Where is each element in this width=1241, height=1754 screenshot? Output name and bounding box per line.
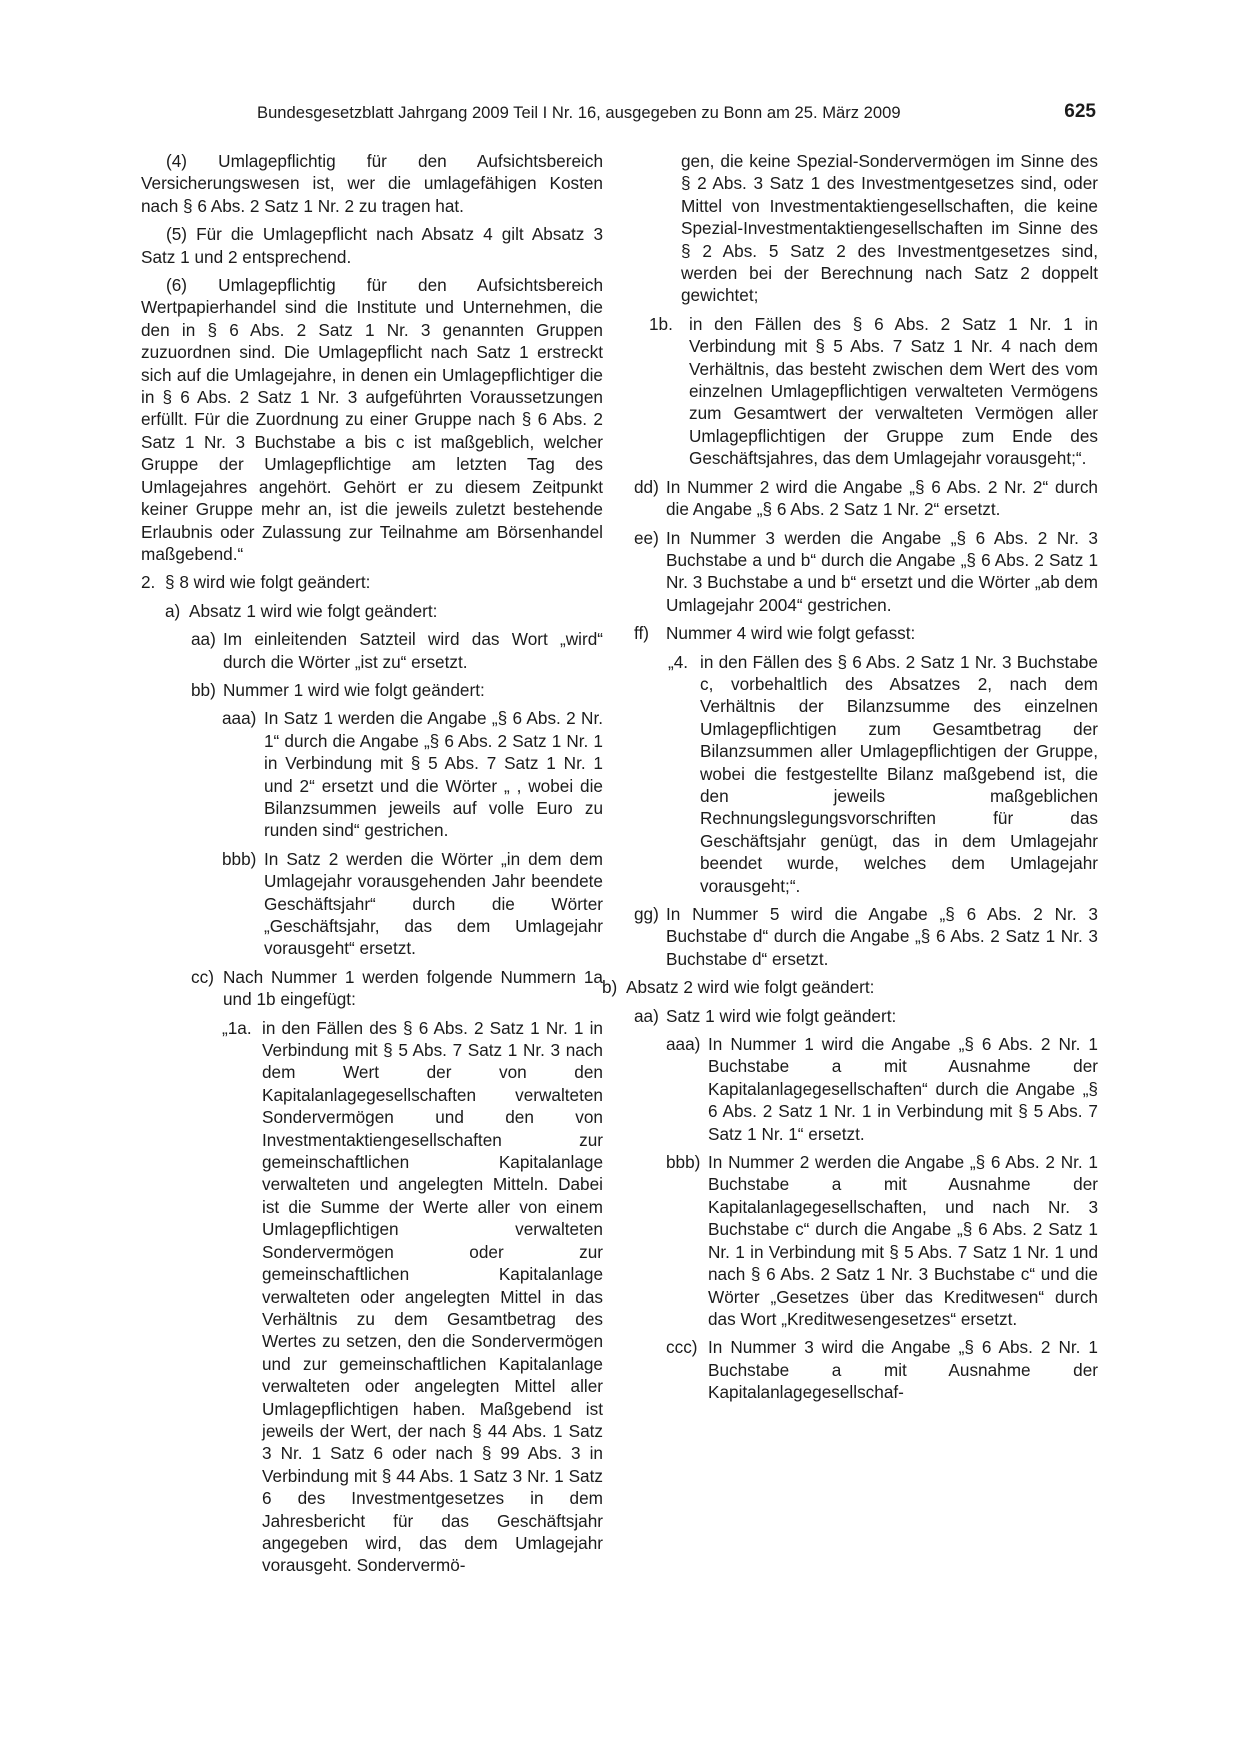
list-text: In Nummer 3 werden die Angabe „§ 6 Abs. 2 Nr. 3 Buchstabe a und b“ durch die Angabe „§ 6 Abs. 2 Satz 1 Nr. 3 Buchstabe a und b“ ersetzt und die Wörter „ab dem Umlagejahr 2004“ gestrichen. xyxy=(666,527,1098,615)
list-label: a) xyxy=(165,600,181,621)
list-text: in den Fällen des § 6 Abs. 2 Satz 1 Nr. 1 in Verbindung mit § 5 Abs. 7 Satz 1 Nr. 3 nach dem Wert der von den Kapitalanlagegesellschaften verwalteten Sondervermögen und den von Investmentaktiengesellschaften zur gemeinschaftlichen Kapitalanlage verwalteten und angelegten Mitteln. Dabei ist die Summe der Werte aller von einem Umlagepflichtigen verwalteten Sondervermögen oder zur gemeinschaftlichen Kapitalanlage verwalteten oder angelegten Mittel in das Verhältnis zu dem Gesamtbetrag des Wertes zu setzen, den die Sondervermögen und zur gemeinschaftlichen Kapitalanlage verwalteten oder angelegten Mittel aller Umlagepflichtigen haben. Maßgebend ist jeweils der Wert, der nach § 44 Abs. 1 Satz 3 Nr. 1 Satz 6 oder nach § 99 Abs. 3 in Verbindung mit § 44 Abs. 1 Satz 3 Nr. 1 Satz 6 des Investmentgesetzes in dem Jahresbericht für das Geschäftsjahr angegeben wird, das dem Umlagejahr vorausgeht. Sondervermö- xyxy=(262,1017,603,1576)
list-item-dd xyxy=(634,476,1098,521)
list-label: aaa) xyxy=(666,1034,701,1055)
list-text: In Nummer 2 wird die Angabe „§ 6 Abs. 2 Nr. 2“ durch die Angabe „§ 6 Abs. 2 Satz 1 Nr. 2“ ersetzt. xyxy=(666,476,1098,520)
right-column xyxy=(602,150,1098,1410)
list-text: In Nummer 2 werden die Angabe „§ 6 Abs. 2 Nr. 1 Buchstabe a mit Ausnahme der Kapitalanlagegesellschaften, und nach Nr. 3 Buchstabe c“ durch die Angabe „§ 6 Abs. 2 Satz 1 Nr. 1 in Verbindung mit § 5 Abs. 7 Satz 1 Nr. 1 und nach § 6 Abs. 2 Satz 1 Nr. 3 Buchstabe c“ und die Wörter „Gesetzes über das Kreditwesen“ durch das Wort „Kreditwesengesetzes“ ersetzt. xyxy=(708,1152,1098,1329)
list-item-ccc-right xyxy=(666,1336,1098,1403)
list-text: in den Fällen des § 6 Abs. 2 Satz 1 Nr. 1 in Verbindung mit § 5 Abs. 7 Satz 1 Nr. 4 nach dem Verhältnis, das besteht zwischen dem Wert des vom einzelnen Umlagepflichtigen verwalteten Vermögens zum Gesamtwert der verwalteten Vermögen aller Umlagepflichtigen der Gruppe zum Ende des Geschäftsjahres, das dem Umlagejahr vorausgeht;“. xyxy=(689,313,1098,469)
list-item-aa xyxy=(191,628,603,673)
paragraph-5: (5) Für die Umlagepflicht nach Absatz 4 gilt Absatz 3 Satz 1 und 2 entsprechend. xyxy=(141,224,603,267)
list-label: gg) xyxy=(634,904,659,924)
left-column xyxy=(141,150,603,1583)
list-text: Nach Nummer 1 werden folgende Nummern 1a und 1b eingefügt: xyxy=(223,966,603,1010)
list-item-b xyxy=(602,976,1098,998)
list-item-ee xyxy=(634,527,1098,617)
list-item-4 xyxy=(668,651,1098,897)
list-item-bb xyxy=(191,679,603,701)
list-text: Im einleitenden Satzteil wird das Wort „wird“ durch die Wörter „ist zu“ ersetzt. xyxy=(223,629,603,672)
list-item-bbb-right xyxy=(666,1151,1098,1330)
list-label: aa) xyxy=(634,1005,659,1026)
list-label: 1b. xyxy=(649,313,673,334)
gazette-title: Bundesgesetzblatt Jahrgang 2009 Teil I Nr. 16, ausgegeben zu Bonn am 25. März 2009 xyxy=(257,103,901,122)
list-label: bbb) xyxy=(666,1152,701,1173)
list-text: In Nummer 3 wird die Angabe „§ 6 Abs. 2 Nr. 1 Buchstabe a mit Ausnahme der Kapitalanlagegesellschaf- xyxy=(708,1337,1098,1403)
list-label: „4. xyxy=(668,651,689,672)
list-label: b) xyxy=(602,977,618,998)
list-item-1b xyxy=(649,313,1098,470)
paragraph-4: (4) Umlagepflichtig für den Aufsichtsbereich Versicherungswesen ist, wer die umlagefähigen Kosten nach § 6 Abs. 2 Satz 1 Nr. 2 zu tragen hat. xyxy=(141,151,603,216)
list-label: bb) xyxy=(191,679,216,700)
list-label: „1a. xyxy=(222,1017,252,1038)
list-label: dd) xyxy=(634,476,659,497)
list-item-cc xyxy=(191,966,603,1011)
list-label: bbb) xyxy=(222,848,257,869)
list-text: Nummer 4 wird wie folgt gefasst: xyxy=(666,623,916,644)
list-text: Absatz 2 wird wie folgt geändert: xyxy=(626,977,875,998)
list-label: aaa) xyxy=(222,708,257,729)
list-item-aaa xyxy=(222,707,603,841)
list-item-aa-right xyxy=(634,1005,1098,1027)
list-item-1a xyxy=(222,1017,603,1577)
list-label: cc) xyxy=(191,966,214,987)
list-item-aaa-right xyxy=(666,1033,1098,1145)
list-text: Nummer 1 wird wie folgt geändert: xyxy=(223,679,485,700)
list-label: 2. xyxy=(141,572,156,593)
list-label: ee) xyxy=(634,527,659,548)
list-text: Satz 1 wird wie folgt geändert: xyxy=(666,1005,897,1026)
list-text: in den Fällen des § 6 Abs. 2 Satz 1 Nr. 3 Buchstabe c, vorbehaltlich des Absatzes 2, nach dem Verhältnis der Bilanzsumme des einzelnen Umlagepflichtigen zum Gesamtbetrag der Bilanzsummen aller Umlagepflichtigen der Gruppe, wobei die festgestellte Bilanz maßgebend ist, die den jeweils maßgeblichen Rechnungslegungsvorschriften für das Geschäftsjahr genügt, das in dem Umlagejahr beendet wurde, welches dem Umlagejahr vorausgeht;“. xyxy=(700,651,1098,896)
list-text: In Satz 1 werden die Angabe „§ 6 Abs. 2 Nr. 1“ durch die Angabe „§ 6 Abs. 2 Satz 1 Nr. 1 in Verbindung mit § 5 Abs. 7 Satz 1 Nr. 1 und 2“ ersetzt und die Wörter „ , wobei die Bilanzsummen jeweils auf volle Euro zu runden sind“ gestrichen. xyxy=(264,708,603,841)
list-label: aa) xyxy=(191,629,216,650)
list-text: Absatz 1 wird wie folgt geändert: xyxy=(189,600,438,621)
list-text: § 8 wird wie folgt geändert: xyxy=(165,572,371,593)
list-text: In Nummer 5 wird die Angabe „§ 6 Abs. 2 Nr. 3 Buchstabe d“ durch die Angabe „§ 6 Abs. 2 Satz 1 Nr. 3 Buchstabe d“ ersetzt. xyxy=(666,904,1098,969)
list-item-ff xyxy=(634,622,1098,644)
list-item-a xyxy=(165,600,603,622)
list-item-bbb xyxy=(222,848,603,960)
list-label: ccc) xyxy=(666,1337,698,1358)
list-text: In Satz 2 werden die Wörter „in dem dem Umlagejahr vorausgehenden Jahr beendete Geschäftsjahr“ durch die Wörter „Geschäftsjahr, das dem Umlagejahr vorausgeht“ ersetzt. xyxy=(264,848,603,959)
page-number: 625 xyxy=(1064,101,1096,122)
running-header xyxy=(257,101,1096,125)
list-label: ff) xyxy=(634,623,649,644)
paragraph-6: (6) Umlagepflichtig für den Aufsichtsbereich Wertpapierhandel sind die Institute und Unternehmen, die den in § 6 Abs. 2 Satz 1 Nr. 3 genannten Gruppen zuzuordnen sind. Die Umlagepflicht nach Satz 1 erstreckt sich auf die Umlagejahre, in denen ein Umlagepflichtiger die in § 6 Abs. 2 Satz 1 Nr. 3 aufgeführten Voraussetzungen erfüllt. Für die Zuordnung zu einer Gruppe nach § 6 Abs. 2 Satz 1 Nr. 3 Buchstabe a bis c ist maßgeblich, welcher Gruppe der Umlagepflichtige am letzten Tag des Umlagejahres angehört. Gehört er zu diesem Zeitpunkt keiner Gruppe mehr an, ist die jeweils zuletzt bestehende Erlaubnis oder Zulassung zur Teilnahme am Börsenhandel maßgebend.“ xyxy=(141,275,603,564)
list-text: In Nummer 1 wird die Angabe „§ 6 Abs. 2 Nr. 1 Buchstabe a mit Ausnahme der Kapitalanlagegesellschaften“ durch die Angabe „§ 6 Abs. 2 Satz 1 Nr. 1 in Verbindung mit § 5 Abs. 7 Satz 1 Nr. 1“ ersetzt. xyxy=(708,1034,1098,1144)
continued-text-1a xyxy=(681,150,1098,307)
list-item-gg xyxy=(634,903,1098,970)
list-item-2 xyxy=(141,571,603,593)
list-text: gen, die keine Spezial-Sondervermögen im Sinne des § 2 Abs. 3 Satz 1 des Investmentgesetzes sind, oder Mittel von Investmentaktiengesellschaften, die keine Spezial-Investmentaktiengesellschaften im Sinne des § 2 Abs. 5 Satz 2 des Investmentgesetzes sind, werden bei der Berechnung nach Satz 2 doppelt gewichtet; xyxy=(681,151,1098,306)
